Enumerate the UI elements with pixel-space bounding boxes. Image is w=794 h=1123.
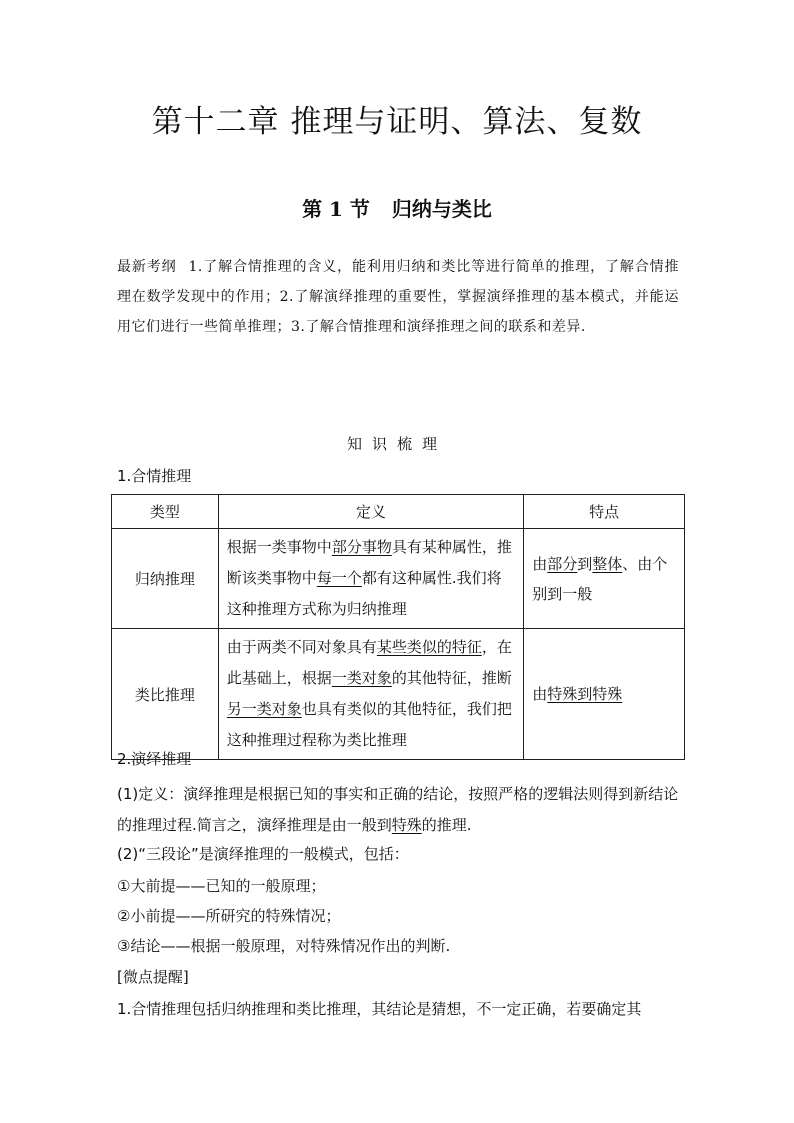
section-name: 归纳与类比 [391, 197, 492, 221]
feat-underlined: 特殊 [592, 685, 623, 703]
reasoning-table [111, 494, 685, 760]
feat-text: 、由个别到一般 [532, 554, 668, 603]
conclusion: ③结论——根据一般原理，对特殊情况作出的判断. [117, 937, 451, 955]
tip-heading: [微点提醒] [117, 968, 189, 986]
deduction-definition [117, 779, 679, 841]
feat-text: 由 [532, 554, 548, 573]
def-underlined: 一类对象 [331, 669, 392, 687]
table-row-induction [112, 529, 685, 629]
header-definition: 定义 [218, 495, 523, 529]
syllogism-intro: (2)“三段论”是演绎推理的一般模式，包括： [117, 845, 409, 863]
feat-underlined: 特殊到 [547, 685, 593, 703]
def-text: 的其他特征，推断 [391, 669, 512, 687]
tip-item-1: 1.合情推理包括归纳推理和类比推理，其结论是猜想，不一定正确，若要确定其 [117, 1000, 642, 1018]
outline-text: 1.了解合情推理的含义，能利用归纳和类比等进行简单的推理，了解合情推理在数学发现中的作用；2.了解演绎推理的重要性，掌握演绎推理的基本模式，并能运用它们进行一些简单推理；3.了解合情推理和演绎推理之间的联系和差异. [117, 259, 679, 335]
def-text: 也具有类似的其他特征，我们把这种推理过程称为类比推理 [226, 700, 512, 749]
def-underlined: 某些类似的特征 [376, 638, 482, 656]
cell-features [524, 529, 685, 629]
outline-label: 最新考纲 [117, 259, 177, 275]
def-text: 根据一类事物中 [226, 538, 332, 556]
def-text: 由于两类不同对象具有 [226, 638, 377, 656]
cell-features [524, 629, 685, 760]
knowledge-heading: 知识梳理 [346, 435, 447, 453]
major-premise: ①大前提——已知的一般原理； [117, 877, 326, 895]
feat-underlined: 部分 [547, 554, 578, 573]
section-title [0, 193, 794, 222]
def-underlined: 另一类对象 [226, 700, 302, 718]
def-underlined: 每一个 [316, 569, 362, 587]
syllabus-outline [117, 252, 679, 342]
heading-deductive-reasoning: 2.演绎推理 [117, 750, 192, 768]
heading-plausible-reasoning: 1.合情推理 [117, 467, 192, 485]
cell-type: 类比推理 [112, 629, 219, 760]
def-text: ，在此基础上，根据 [226, 638, 512, 687]
feat-underlined: 整体 [592, 554, 623, 573]
chapter-title: 第十二章 推理与证明、算法、复数 [151, 104, 643, 140]
section-label: 第 1 节 [302, 197, 370, 221]
cell-type: 归纳推理 [112, 529, 219, 629]
definition-text: (1)定义：演绎推理是根据已知的事实和正确的结论，按照严格的逻辑法则得到新结论的推理过程.简言之，演绎推理是由一般到 [117, 785, 679, 834]
def-text: 具有某种属性，推断该类事物中 [226, 538, 512, 587]
header-type: 类型 [112, 495, 219, 529]
cell-definition [218, 629, 523, 760]
minor-premise: ②小前提——所研究的特殊情况； [117, 907, 341, 925]
definition-text: 的推理. [421, 816, 472, 834]
def-text: 都有这种属性.我们将这种推理方式称为归纳推理 [226, 569, 502, 618]
table-row-analogy [112, 629, 685, 760]
def-underlined: 部分事物 [331, 538, 392, 556]
definition-underlined: 特殊 [391, 816, 422, 834]
feat-text: 由 [532, 685, 548, 703]
table-header-row [112, 495, 685, 529]
feat-text: 到 [577, 554, 593, 573]
header-features: 特点 [524, 495, 685, 529]
cell-definition [218, 529, 523, 629]
